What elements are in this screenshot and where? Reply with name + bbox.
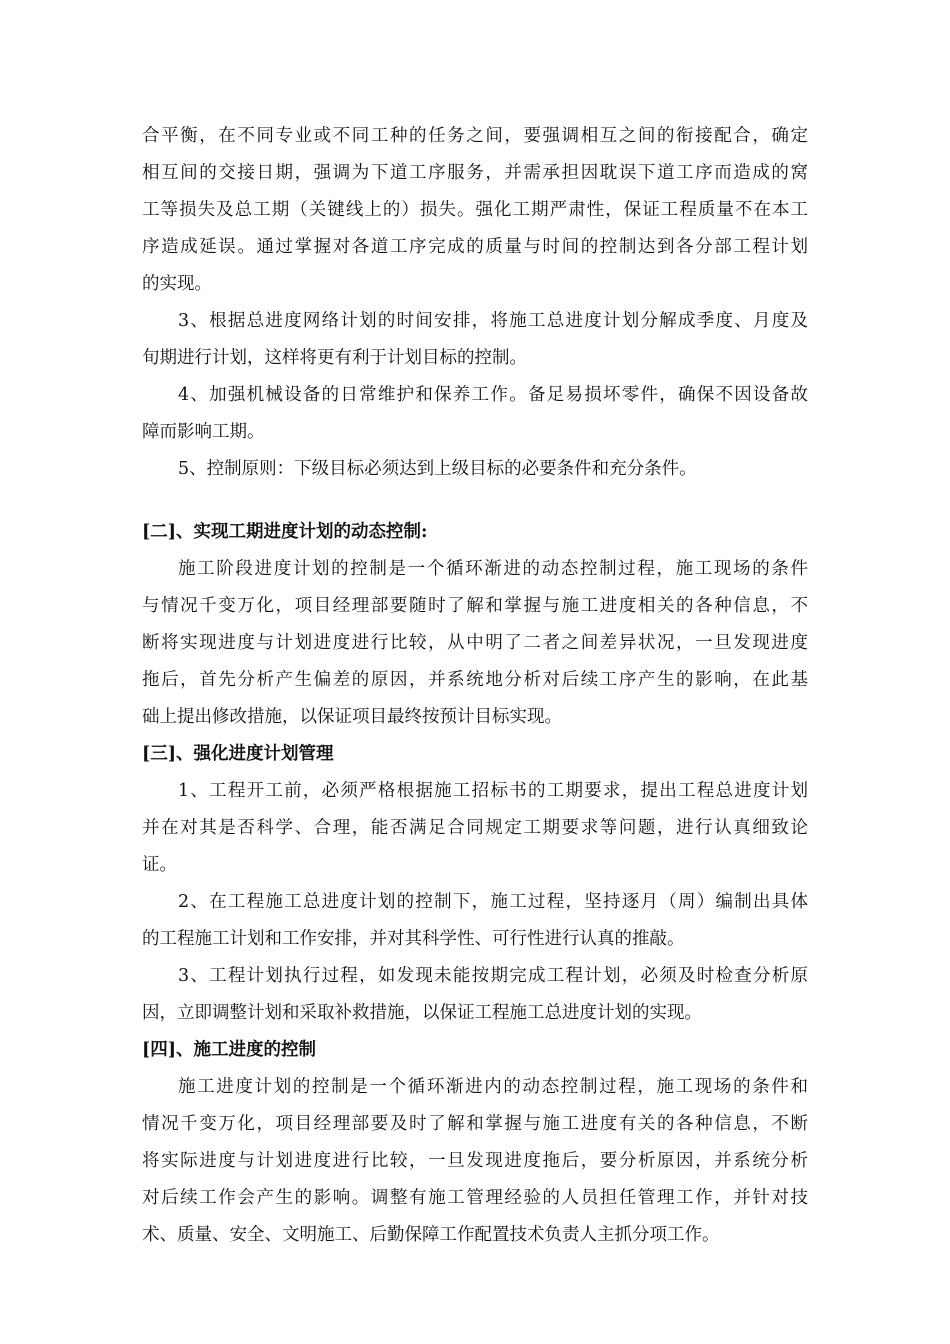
paragraph — [142, 958, 808, 1032]
paragraph — [142, 551, 808, 736]
paragraph-line: 拖后，首先分析产生偏差的原因，并系统地分析对后续工序产生的影响，在此基 — [142, 670, 808, 690]
paragraph — [142, 451, 808, 488]
section-spacer — [142, 488, 808, 514]
paragraph — [142, 884, 808, 958]
paragraph-line: 的实现。 — [142, 274, 212, 294]
paragraph-line: 与情况千变万化，项目经理部要随时了解和掌握与施工进度相关的各种信息，不 — [142, 596, 808, 616]
paragraph-line: 础上提出修改措施，以保证项目最终按预计目标实现。 — [142, 707, 562, 727]
paragraph-line: 序造成延误。通过掌握对各道工序完成的质量与时间的控制达到各分部工程计划 — [142, 237, 808, 257]
paragraph — [142, 303, 808, 377]
paragraph-line: 障而影响工期。 — [142, 422, 265, 442]
paragraph — [142, 118, 808, 303]
paragraph-line: 3、根据总进度网络计划的时间安排，将施工总进度计划分解成季度、月度及 — [178, 311, 808, 331]
paragraph-line: 断将实现进度与计划进度进行比较，从中明了二者之间差异状况，一旦发现进度 — [142, 633, 808, 653]
paragraph-line: 将实际进度与计划进度进行比较，一旦发现进度拖后，要分析原因，并系统分析 — [142, 1151, 808, 1171]
paragraph-line: 因，立即调整计划和采取补救措施，以保证工程施工总进度计划的实现。 — [142, 1003, 702, 1023]
paragraph-line: 证。 — [142, 855, 177, 875]
paragraph — [142, 1069, 808, 1254]
paragraph-line: 2、在工程施工总进度计划的控制下，施工过程，坚持逐月（周）编制出具体 — [178, 892, 808, 912]
paragraph-line: 并在对其是否科学、合理，能否满足合同规定工期要求等问题，进行认真细致论 — [142, 818, 808, 838]
paragraph — [142, 773, 808, 884]
paragraph-line: 3、工程计划执行过程，如发现未能按期完成工程计划，必须及时检查分析原 — [178, 966, 808, 986]
section-heading: [四]、施工进度的控制 — [142, 1040, 317, 1060]
paragraph-line: 1、工程开工前，必须严格根据施工招标书的工期要求，提出工程总进度计划 — [178, 781, 808, 801]
paragraph-line: 的工程施工计划和工作安排，并对其科学性、可行性进行认真的推敲。 — [142, 929, 685, 949]
paragraph-line: 施工阶段进度计划的控制是一个循环渐进的动态控制过程，施工现场的条件 — [178, 559, 808, 579]
paragraph-line: 术、质量、安全、文明施工、后勤保障工作配置技术负责人主抓分项工作。 — [142, 1225, 720, 1245]
paragraph-line: 对后续工作会产生的影响。调整有施工管理经验的人员担任管理工作，并针对技 — [142, 1188, 808, 1208]
paragraph-line: 情况千变万化，项目经理部要及时了解和掌握与施工进度有关的各种信息，不断 — [142, 1114, 808, 1134]
paragraph — [142, 377, 808, 451]
paragraph-line: 5、控制原则：下级目标必须达到上级目标的必要条件和充分条件。 — [178, 459, 697, 479]
paragraph-line: 4、加强机械设备的日常维护和保养工作。备足易损坏零件，确保不因设备故 — [178, 385, 808, 405]
paragraph-line: 合平衡，在不同专业或不同工种的任务之间，要强调相互之间的衔接配合，确定 — [142, 126, 808, 146]
paragraph-line: 施工进度计划的控制是一个循环渐进内的动态控制过程，施工现场的条件和 — [178, 1077, 808, 1097]
paragraph-line: 相互间的交接日期，强调为下道工序服务，并需承担因耽误下道工序而造成的窝 — [142, 163, 808, 183]
section-heading: [二]、实现工期进度计划的动态控制: — [142, 522, 428, 542]
section-heading: [三]、强化进度计划管理 — [142, 744, 334, 764]
document-page — [142, 118, 808, 1254]
paragraph-line: 旬期进行计划，这样将更有利于计划目标的控制。 — [142, 348, 527, 368]
paragraph-line: 工等损失及总工期（关键线上的）损失。强化工期严肃性，保证工程质量不在本工 — [142, 200, 808, 220]
